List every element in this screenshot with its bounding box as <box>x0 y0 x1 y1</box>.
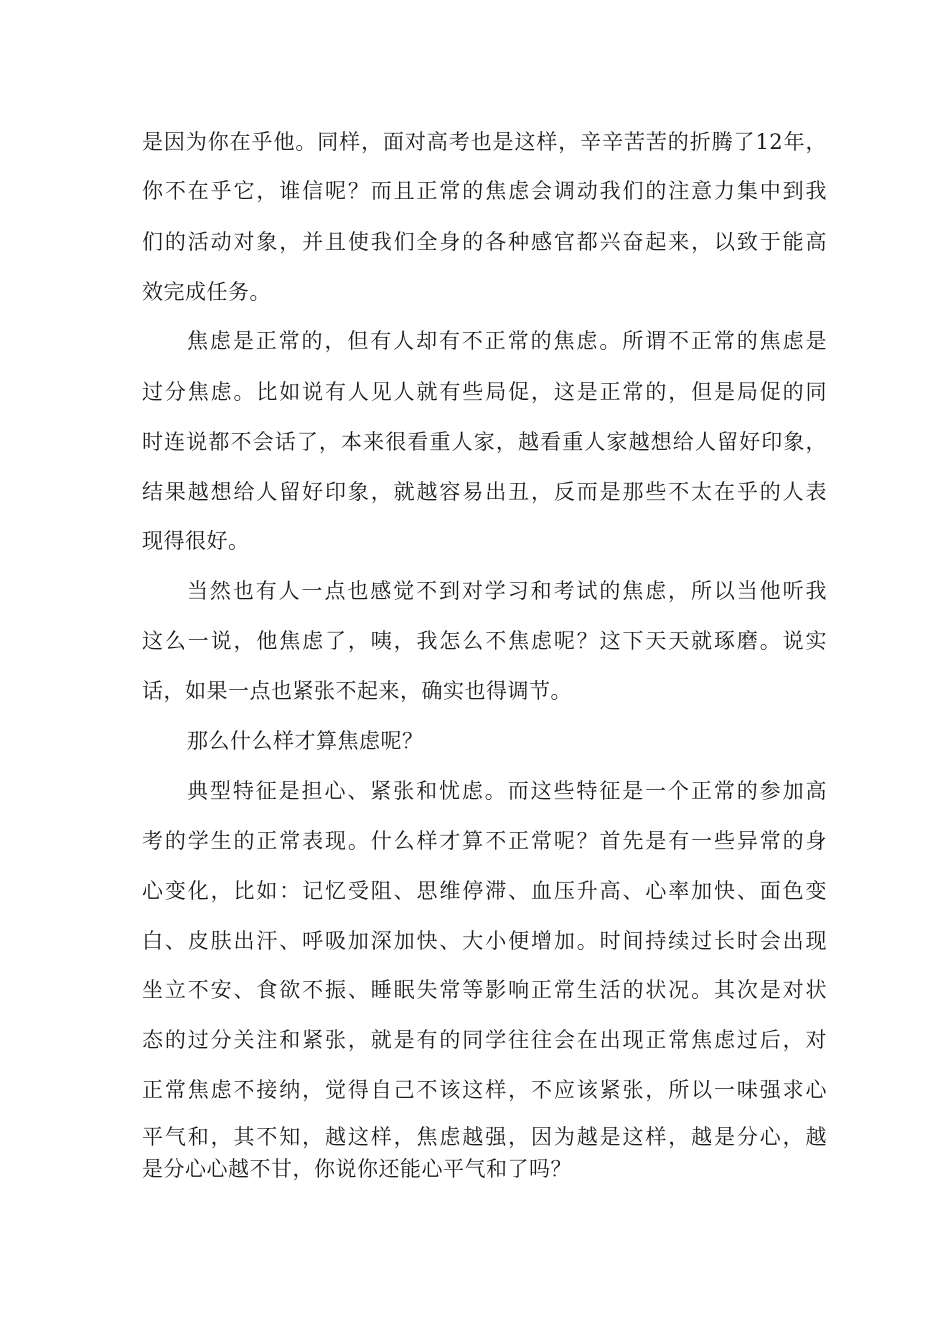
paragraph-1-line-1: 是因为你在乎他。同样，面对高考也是这样，辛辛苦苦的折腾了12年， <box>142 130 827 154</box>
paragraph-2-line-4: 结果越想给人留好印象，就越容易出丑，反而是那些不太在乎的人表 <box>142 480 827 504</box>
paragraph-1-line-4: 效完成任务。 <box>142 280 271 304</box>
paragraph-3-line-2: 这么一说，他焦虑了，咦，我怎么不焦虑呢？这下天天就琢磨。说实 <box>142 629 827 653</box>
paragraph-1-line-3: 们的活动对象，并且使我们全身的各种感官都兴奋起来，以致于能高 <box>142 230 827 254</box>
paragraph-4-line-1: 那么什么样才算焦虑呢？ <box>187 729 424 753</box>
paragraph-2-line-3: 时连说都不会话了，本来很看重人家，越看重人家越想给人留好印象， <box>142 430 827 454</box>
paragraph-5-line-2: 考的学生的正常表现。什么样才算不正常呢？首先是有一些异常的身 <box>142 829 827 853</box>
paragraph-5-line-1: 典型特征是担心、紧张和忧虑。而这些特征是一个正常的参加高 <box>187 779 827 803</box>
paragraph-5-line-3: 心变化，比如：记忆受阻、思维停滞、血压升高、心率加快、面色变 <box>142 879 827 903</box>
paragraph-1-line-2: 你不在乎它，谁信呢？而且正常的焦虑会调动我们的注意力集中到我 <box>142 179 827 203</box>
paragraph-2-line-2: 过分焦虑。比如说有人见人就有些局促，这是正常的，但是局促的同 <box>142 380 827 404</box>
paragraph-3-line-3: 话，如果一点也紧张不起来，确实也得调节。 <box>142 679 572 703</box>
paragraph-5-line-4: 白、皮肤出汗、呼吸加深加快、大小便增加。时间持续过长时会出现 <box>142 929 827 953</box>
paragraph-5-line-7: 正常焦虑不接纳，觉得自己不该这样，不应该紧张，所以一味强求心 <box>142 1078 827 1102</box>
paragraph-5-line-5: 坐立不安、食欲不振、睡眠失常等影响正常生活的状况。其次是对状 <box>142 978 827 1002</box>
paragraph-3-line-1: 当然也有人一点也感觉不到对学习和考试的焦虑，所以当他听我 <box>187 579 827 603</box>
paragraph-5-line-6: 态的过分关注和紧张，就是有的同学往往会在出现正常焦虑过后，对 <box>142 1028 827 1052</box>
paragraph-5-line-8: 平气和，其不知，越这样，焦虑越强，因为越是这样，越是分心，越 <box>142 1125 827 1149</box>
paragraph-2-line-5: 现得很好。 <box>142 529 250 553</box>
paragraph-5-line-9: 是分心心越不甘，你说你还能心平气和了吗？ <box>142 1157 572 1181</box>
paragraph-2-line-1: 焦虑是正常的，但有人却有不正常的焦虑。所谓不正常的焦虑是 <box>187 329 827 353</box>
